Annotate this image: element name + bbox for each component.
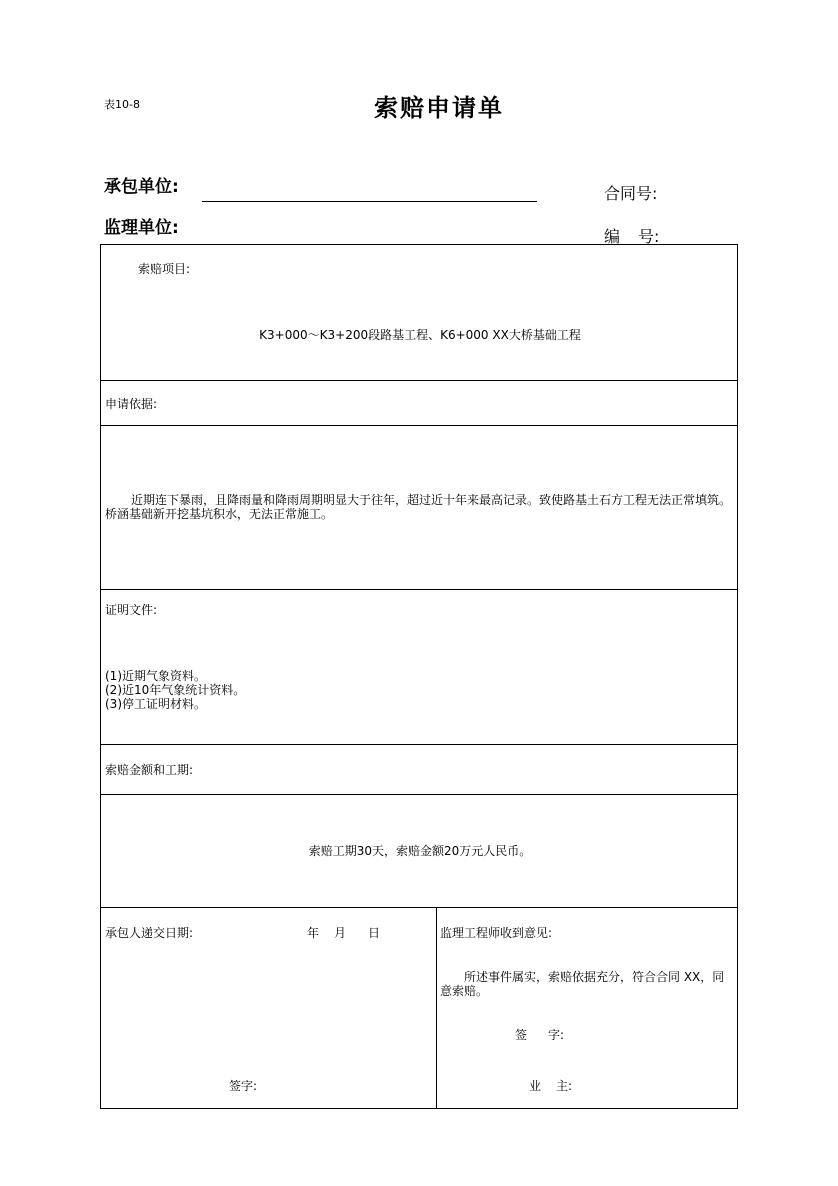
claim-item-label: 索赔项目:: [138, 262, 191, 276]
contractor-label: 承包单位:: [104, 177, 179, 197]
engineer-opinion-content: 所述事件属实，索赔依据充分，符合合同 XX，同意索赔。: [440, 970, 725, 998]
document-item: (2)近10年气象统计资料。: [105, 683, 246, 697]
day-label: 日: [368, 926, 381, 940]
documents-label: 证明文件:: [105, 603, 158, 617]
claim-item-content: K3+000～K3+200段路基工程、K6+000 XX大桥基础工程: [259, 328, 581, 342]
row-divider: [101, 794, 737, 795]
year-label: 年: [307, 926, 320, 940]
row-divider: [101, 744, 737, 745]
row-divider: [101, 380, 737, 381]
contract-number-label: 合同号:: [604, 184, 658, 203]
engineer-opinion-label: 监理工程师收到意见:: [440, 926, 553, 940]
engineer-sign-label: [515, 1028, 564, 1042]
basis-label: 申请依据:: [105, 397, 158, 411]
column-divider: [436, 907, 437, 1108]
serial-number-label-head: 编: [604, 227, 639, 246]
owner-label: [529, 1079, 572, 1093]
month-label: 月: [334, 926, 347, 940]
row-divider: [101, 907, 737, 908]
contractor-sign-label: 签字:: [229, 1079, 258, 1093]
owner-label-head: 业: [529, 1079, 557, 1093]
serial-number-label-tail: 号:: [638, 227, 660, 246]
supervisor-label: 监理单位:: [104, 218, 179, 238]
document-item: (1)近期气象资料。: [105, 669, 206, 683]
amount-label: 索赔金额和工期:: [105, 763, 194, 777]
amount-content: 索赔工期30天，索赔金额20万元人民币。: [308, 844, 532, 858]
owner-label-tail: 主:: [556, 1079, 573, 1093]
submission-date-label: 承包人递交日期:: [105, 926, 194, 940]
contractor-field-line: [202, 201, 537, 202]
page-title: 索赔申请单: [374, 94, 504, 122]
row-divider: [101, 425, 737, 426]
claim-form-table: [100, 244, 738, 1109]
document-item: (3)停工证明材料。: [105, 697, 206, 711]
row-divider: [101, 589, 737, 590]
basis-content: 近期连下暴雨，且降雨量和降雨周期明显大于往年，超过近十年来最高记录。致使路基土石方工程无法正常填筑。桥涵基础新开挖基坑积水，无法正常施工。: [105, 493, 732, 521]
engineer-sign-label-head: 签: [515, 1028, 549, 1042]
form-number: 表10-8: [104, 98, 140, 111]
engineer-sign-label-tail: 字:: [548, 1028, 565, 1042]
